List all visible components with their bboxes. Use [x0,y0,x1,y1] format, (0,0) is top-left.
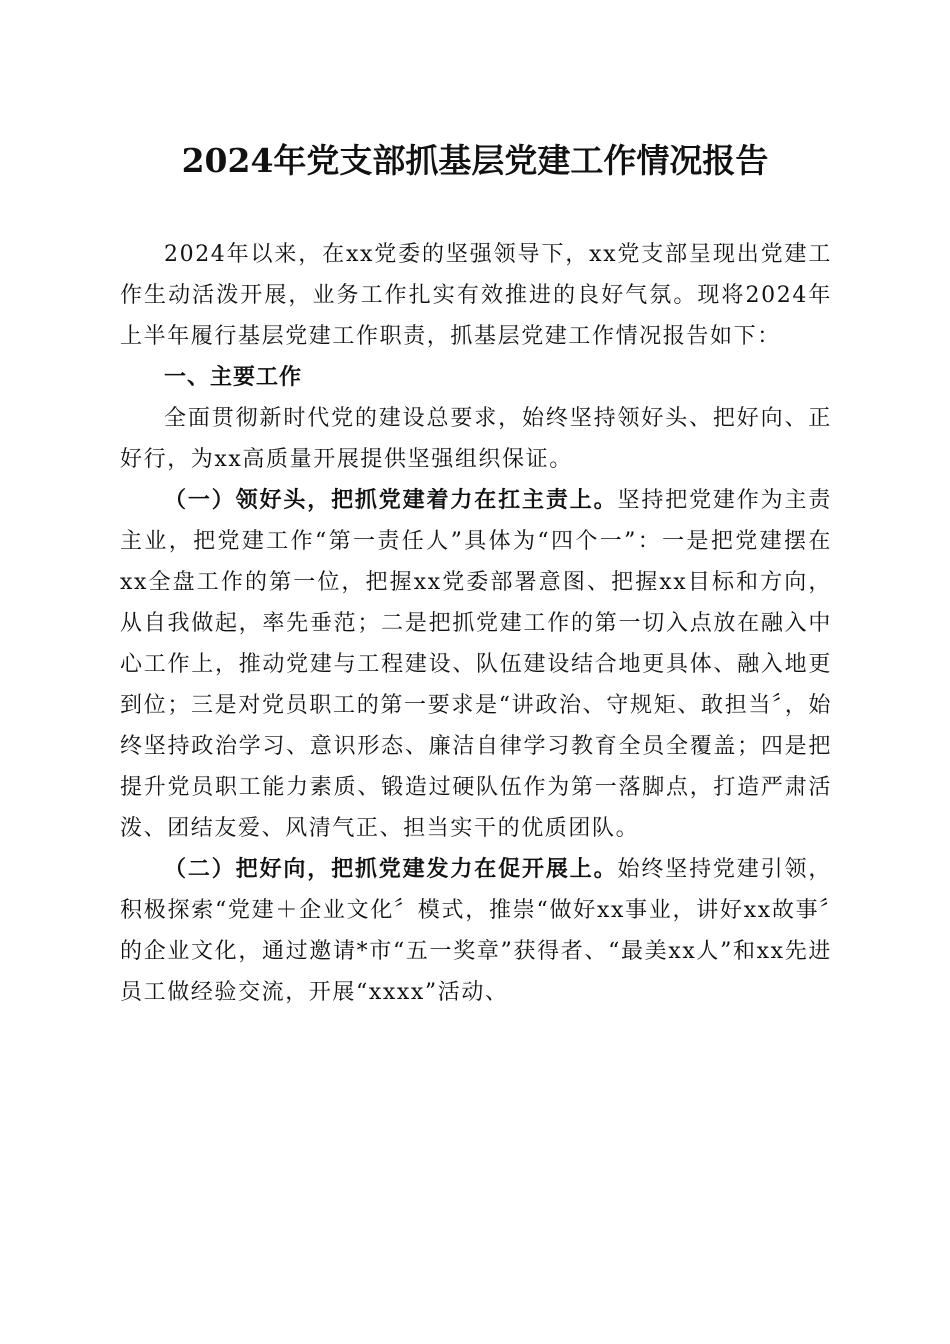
item-two-paragraph [120,849,832,1013]
intro-paragraph: 2024年以来，在xx党委的坚强领导下，xx党支部呈现出党建工作生动活泼开展，业务工作扎实有效推进的良好气氛。现将2024年上半年履行基层党建工作职责，抓基层党建工作情况报告如下： [120,242,832,349]
document-title: 2024年党支部抓基层党建工作情况报告 [181,141,769,180]
item-two-text: 始终坚持党建引领，积极探索“党建＋企业文化〞模式，推崇“做好xx事业，讲好xx故事〞的企业文化，通过邀请*市“五一奖章”获得者、“最美xx人”和xx先进员工做经验交流，开展“xxxx”活动、 [120,857,832,1005]
document-body [120,234,832,1013]
item-one-text: 坚持把党建作为主责主业，把党建工作“第一责任人”具体为“四个一”：一是把党建摆在xx全盘工作的第一位，把握xx党委部署意图、把握xx目标和方向，从自我做起，率先垂范；二是把抓党建工作的第一切入点放在融入中心工作上，推动党建与工程建设、队伍建设结合地更具体、融入地更到位；三是对党员职工的第一要求是“讲政治、守规矩、敢担当〞，始终坚持政治学习、意识形态、廉洁自律学习教育全员全覆盖；四是把提升党员职工能力素质、锻造过硬队伍作为第一落脚点，打造严肃活泼、团结友爱、风清气正、担当实干的优质团队。 [120,488,832,841]
item-one-lead: （一）领好头，把抓党建着力在扛主责上。 [164,487,618,513]
section-heading: 一、主要工作 [164,365,303,390]
section-summary-paragraph: 全面贯彻新时代党的建设总要求，始终坚持领好头、把好向、正好行，为xx高质量开展提供坚强组织保证。 [120,406,832,472]
item-one-paragraph [120,480,832,849]
item-two-lead: （二）把好向，把抓党建发力在促开展上。 [164,856,618,882]
